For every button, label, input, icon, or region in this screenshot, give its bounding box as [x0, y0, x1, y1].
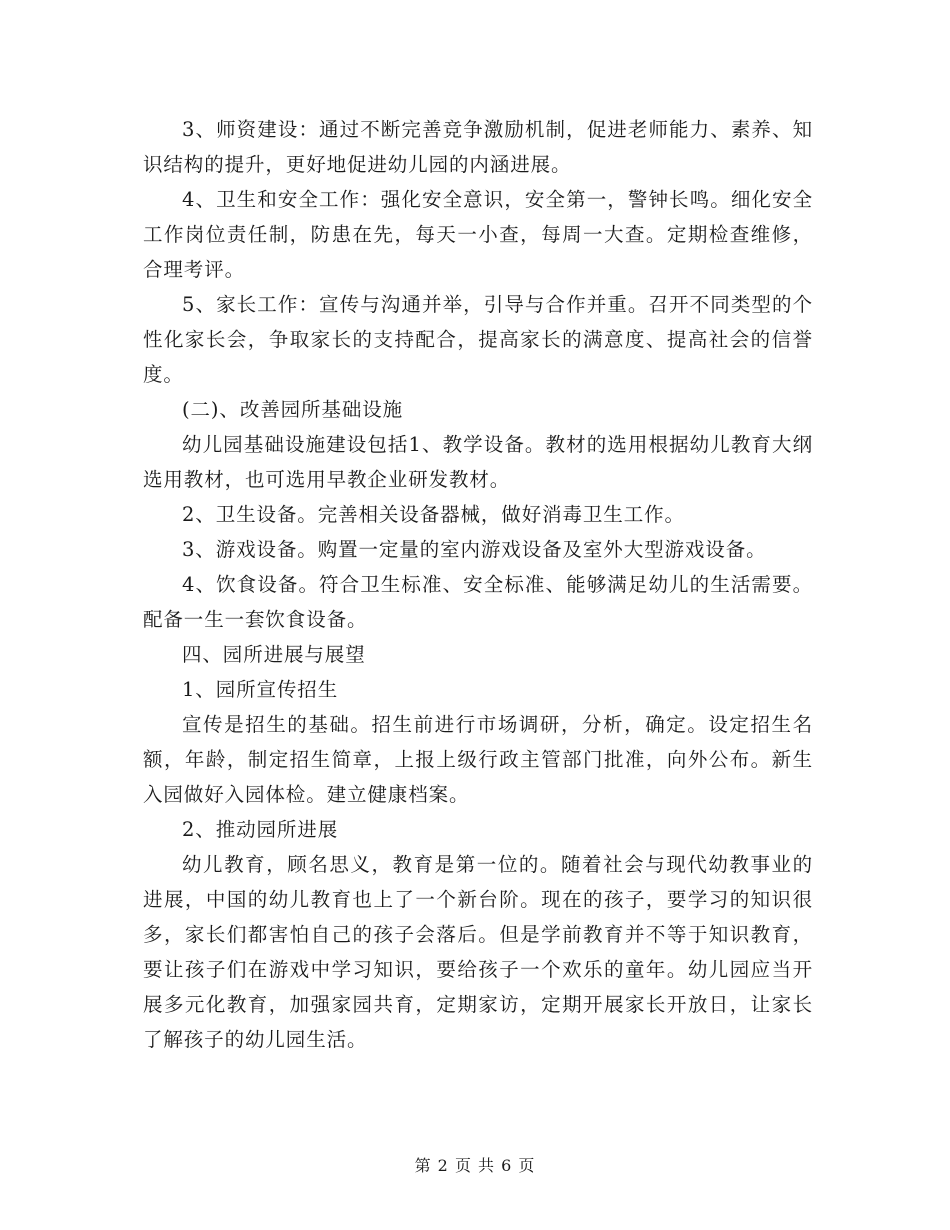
document-body [143, 112, 813, 1057]
subheading-promote-development: 2、推动园所进展 [182, 818, 339, 841]
paragraph-teacher-building: 3、师资建设：通过不断完善竞争激励机制，促进老师能力、素养、知识结构的提升，更好地促进幼儿园的内涵进展。 [143, 118, 813, 176]
paragraph-game-equipment: 3、游戏设备。购置一定量的室内游戏设备及室外大型游戏设备。 [182, 538, 767, 561]
paragraph-health-safety: 4、卫生和安全工作：强化安全意识，安全第一，警钟长鸣。细化安全工作岗位责任制，防患在先，每天一小查，每周一大查。定期检查维修，合理考评。 [143, 188, 813, 281]
subheading-enrollment: 1、园所宣传招生 [182, 678, 339, 701]
paragraph-teaching-equipment: 幼儿园基础设施建设包括1、教学设备。教材的选用根据幼儿教育大纲选用教材，也可选用早教企业研发教材。 [143, 433, 813, 491]
paragraph-hygiene-equipment: 2、卫生设备。完善相关设备器械，做好消毒卫生工作。 [182, 503, 685, 526]
paragraph-enrollment: 宣传是招生的基础。招生前进行市场调研，分析，确定。设定招生名额，年龄，制定招生简章，上报上级行政主管部门批准，向外公布。新生入园做好入园体检。建立健康档案。 [143, 713, 813, 806]
section-heading-facilities: (二)、改善园所基础设施 [182, 398, 404, 421]
paragraph-dining-equipment: 4、饮食设备。符合卫生标准、安全标准、能够满足幼儿的生活需要。配备一生一套饮食设备。 [143, 573, 813, 631]
section-heading-development: 四、园所进展与展望 [182, 643, 366, 666]
page-number: 第 2 页 共 6 页 [414, 1156, 536, 1175]
paragraph-parent-work: 5、家长工作：宣传与沟通并举，引导与合作并重。召开不同类型的个性化家长会，争取家长的支持配合，提高家长的满意度、提高社会的信誉度。 [143, 293, 813, 386]
paragraph-early-education: 幼儿教育，顾名思义，教育是第一位的。随着社会与现代幼教事业的进展，中国的幼儿教育也上了一个新台阶。现在的孩子，要学习的知识很多，家长们都害怕自己的孩子会落后。但是学前教育并不等于知识教育，要让孩子们在游戏中学习知识，要给孩子一个欢乐的童年。幼儿园应当开展多元化教育，加强家园共育，定期家访，定期开展家长开放日，让家长了解孩子的幼儿园生活。 [143, 853, 813, 1051]
